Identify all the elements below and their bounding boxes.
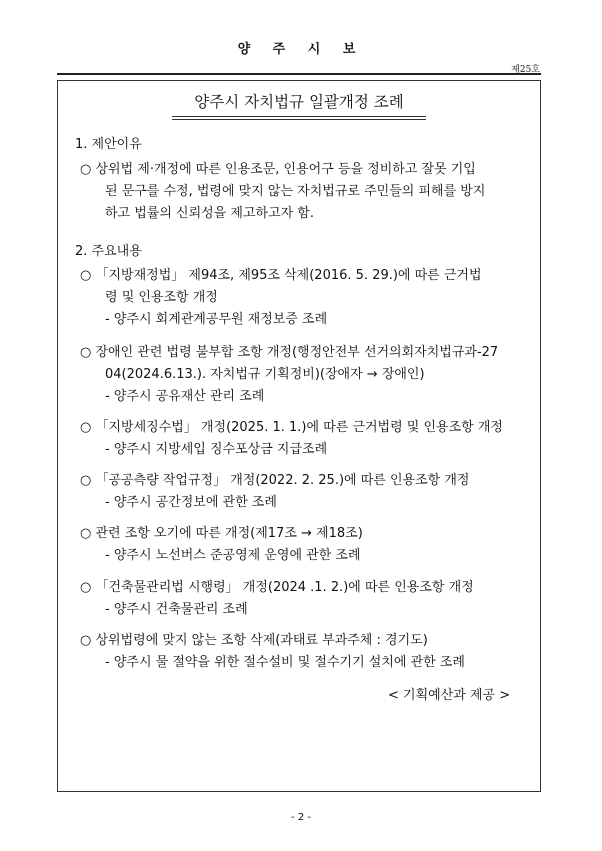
publication-title: 양 주 시 보 xyxy=(237,42,365,57)
reason-line: 하고 법률의 신뢰성을 제고하고자 함. xyxy=(105,206,315,221)
section-heading-reason: 1. 제안이유 xyxy=(75,137,142,152)
document-title: 양주시 자치법규 일괄개정 조례 xyxy=(194,93,404,111)
content-item-target: - 양주시 지방세입 징수포상금 지급조례 xyxy=(105,442,328,457)
reason-line: 된 문구를 수정, 법령에 맞지 않는 자치법규로 주민들의 피해를 방지 xyxy=(105,184,486,199)
content-item-target: - 양주시 공유재산 관리 조례 xyxy=(105,389,265,404)
issue-number: 제25호 xyxy=(511,65,540,75)
content-item-target: - 양주시 회계관계공무원 재정보증 조례 xyxy=(105,312,328,327)
reason-line: ○ 상위법 제·개정에 따른 인용조문, 인용어구 등을 정비하고 잘못 기입 xyxy=(80,162,476,177)
content-item-target: - 양주시 물 절약을 위한 절수설비 및 절수기기 설치에 관한 조례 xyxy=(105,655,465,670)
content-item-line: ○ 「지방재정법」 제94조, 제95조 삭제(2016. 5. 29.)에 따른 근거법 xyxy=(80,268,482,283)
content-item-target: - 양주시 공간정보에 관한 조례 xyxy=(105,495,277,510)
content-item-line: ○ 장애인 관련 법령 불부합 조항 개정(행정안전부 선거의회자치법규과-27 xyxy=(80,345,499,360)
title-underline-second xyxy=(172,119,426,120)
content-item-line: ○ 「건축물관리법 시행령」 개정(2024 .1. 2.)에 따른 인용조항 개정 xyxy=(80,580,474,595)
title-underline xyxy=(172,116,426,117)
content-item-line: ○ 「공공측량 작업규정」 개정(2022. 2. 25.)에 따른 인용조항 개정 xyxy=(80,473,470,488)
content-item-line: ○ 상위법령에 맞지 않는 조항 삭제(과태료 부과주체 : 경기도) xyxy=(80,633,428,648)
provider-note: < 기획예산과 제공 > xyxy=(388,688,511,703)
content-item-target: - 양주시 노선버스 준공영제 운영에 관한 조례 xyxy=(105,548,361,563)
content-item-line: ○ 관련 조항 오기에 따른 개정(제17조 → 제18조) xyxy=(80,526,363,541)
section-heading-content: 2. 주요내용 xyxy=(75,244,142,259)
content-item-line: ○ 「지방세징수법」 개정(2025. 1. 1.)에 따른 근거법령 및 인용조항 개정 xyxy=(80,420,503,435)
content-item-line: 령 및 인용조항 개정 xyxy=(105,290,218,305)
content-item-target: - 양주시 건축물관리 조례 xyxy=(105,602,248,617)
header-rule xyxy=(57,73,541,75)
content-item-line: 04(2024.6.13.). 자치법규 기획정비)(장애자 → 장애인) xyxy=(105,367,425,382)
page-number: - 2 - xyxy=(291,812,311,823)
